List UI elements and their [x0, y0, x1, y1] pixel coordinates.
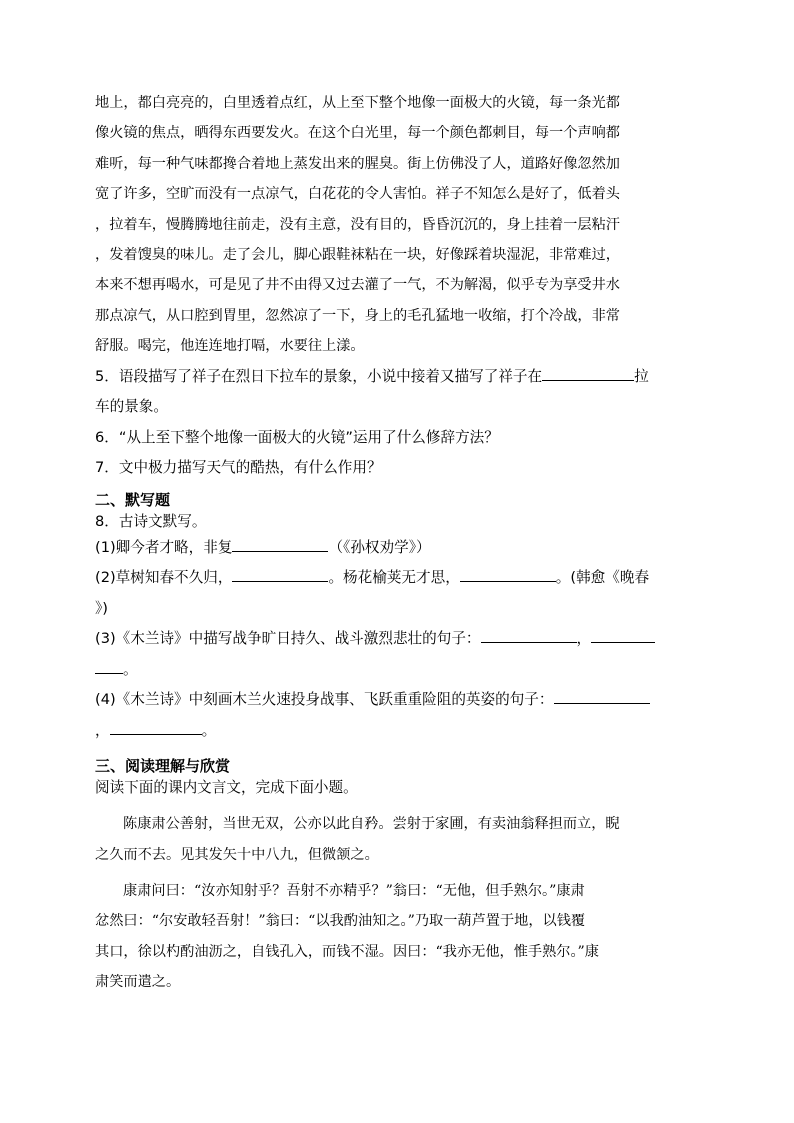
passage-line: ，拉着车，慢腾腾地往前走，没有主意，没有目的，昏昏沉沉的，身上挂着一层粘汗 [95, 216, 620, 233]
answer-blank[interactable] [554, 688, 650, 704]
item-4-comma: ， [95, 721, 110, 739]
question-8-item-1 [95, 533, 699, 564]
answer-blank[interactable] [542, 364, 634, 380]
passage-line: 本来不想再喝水，可是见了井不由得又过去灌了一气，不为解渴，似乎专为享受井水 [95, 277, 620, 294]
item-2-text: (2)草树知春不久归， [95, 569, 233, 587]
question-5-tail: 拉 [634, 367, 649, 385]
classical-line: 之久而不去。见其发矢十中八九，但微颔之。 [95, 846, 379, 863]
novel-passage [95, 88, 699, 362]
classical-line: 肃笑而遣之。 [95, 974, 181, 991]
question-8-item-3-line2 [95, 655, 699, 686]
item-3-text: (3)《木兰诗》中描写战争旷日持久、战斗激烈悲壮的句子： [95, 630, 481, 648]
question-8-item-4-line2 [95, 716, 699, 747]
answer-blank[interactable] [591, 627, 655, 643]
passage-line: 舒服。喝完，他连连地打嗝，水要往上漾。 [95, 338, 365, 355]
section-3-intro: 阅读下面的课内文言文，完成下面小题。 [95, 779, 358, 797]
question-8-intro: 8．古诗文默写。 [95, 512, 207, 530]
answer-blank[interactable] [481, 627, 577, 643]
answer-blank[interactable] [232, 566, 328, 582]
answer-blank[interactable] [232, 535, 328, 551]
question-8-item-4 [95, 685, 699, 716]
item-4-text: (4)《木兰诗》中刻画木兰火速投身战事、飞跃重重险阻的英姿的句子： [95, 691, 554, 709]
item-2-source: 。(韩愈《晚春 [555, 569, 650, 587]
classical-line: 忿然曰：“尔安敢轻吾射！”翁曰：“以我酌油知之。”乃取一葫芦置于地，以钱覆 [95, 913, 586, 930]
answer-blank[interactable] [95, 657, 123, 673]
answer-blank[interactable] [460, 566, 556, 582]
classical-line: 康肃问曰：“汝亦知射乎？吾射不亦精乎？”翁曰：“无他，但手熟尔。”康肃 [123, 882, 585, 899]
question-7: 7．文中极力描写天气的酷热，有什么作用？ [95, 459, 382, 477]
question-8-item-2-line2: 》) [95, 599, 108, 617]
question-5 [95, 362, 699, 393]
item-2-mid: 。杨花榆荚无才思， [328, 569, 460, 587]
question-5-line2: 车的景象。 [95, 398, 168, 416]
question-8-item-2 [95, 563, 699, 594]
passage-line: 难听，每一种气味都搀合着地上蒸发出来的腥臭。街上仿佛没了人，道路好像忽然加 [95, 155, 620, 172]
item-3-end: 。 [123, 660, 138, 678]
question-5-text: 5．语段描写了祥子在烈日下拉车的景象，小说中接着又描写了祥子在 [95, 367, 543, 385]
item-4-end: 。 [201, 721, 217, 739]
item-3-mid: ， [576, 630, 592, 648]
passage-line: ，发着馊臭的味儿。走了会儿，脚心跟鞋袜粘在一块，好像踩着块湿泥，非常难过， [95, 247, 620, 264]
question-6: 6．“从上至下整个地像一面极大的火镜”运用了什么修辞方法？ [95, 428, 499, 446]
section-3-title: 三、阅读理解与欣赏 [95, 757, 231, 776]
item-1-source: （《孙权劝学》） [328, 538, 431, 556]
passage-line: 像火镜的焦点，晒得东西要发火。在这个白光里，每一个颜色都刺目，每一个声响都 [95, 125, 620, 142]
section-2-title: 二、默写题 [95, 490, 171, 509]
passage-line: 宽了许多，空旷而没有一点凉气，白花花的令人害怕。祥子不知怎么是好了，低着头 [95, 186, 620, 203]
classical-line: 陈康肃公善射，当世无双，公亦以此自矜。尝射于家圃，有卖油翁释担而立，睨 [123, 816, 620, 833]
question-8-item-3 [95, 624, 699, 655]
passage-line: 地上，都白亮亮的，白里透着点红，从上至下整个地像一面极大的火镜，每一条光都 [95, 95, 620, 111]
page-content [95, 88, 699, 998]
item-1-text: (1)卿今者才略，非复 [95, 538, 233, 556]
classical-line: 其口，徐以杓酌油沥之，自钱孔入，而钱不湿。因曰：“我亦无他，惟手熟尔。”康 [95, 943, 599, 960]
classical-passage [95, 809, 699, 997]
answer-blank[interactable] [110, 718, 202, 734]
passage-line: 那点凉气，从口腔到胃里，忽然凉了一下，身上的毛孔猛地一收缩，打个冷战，非常 [95, 307, 620, 324]
